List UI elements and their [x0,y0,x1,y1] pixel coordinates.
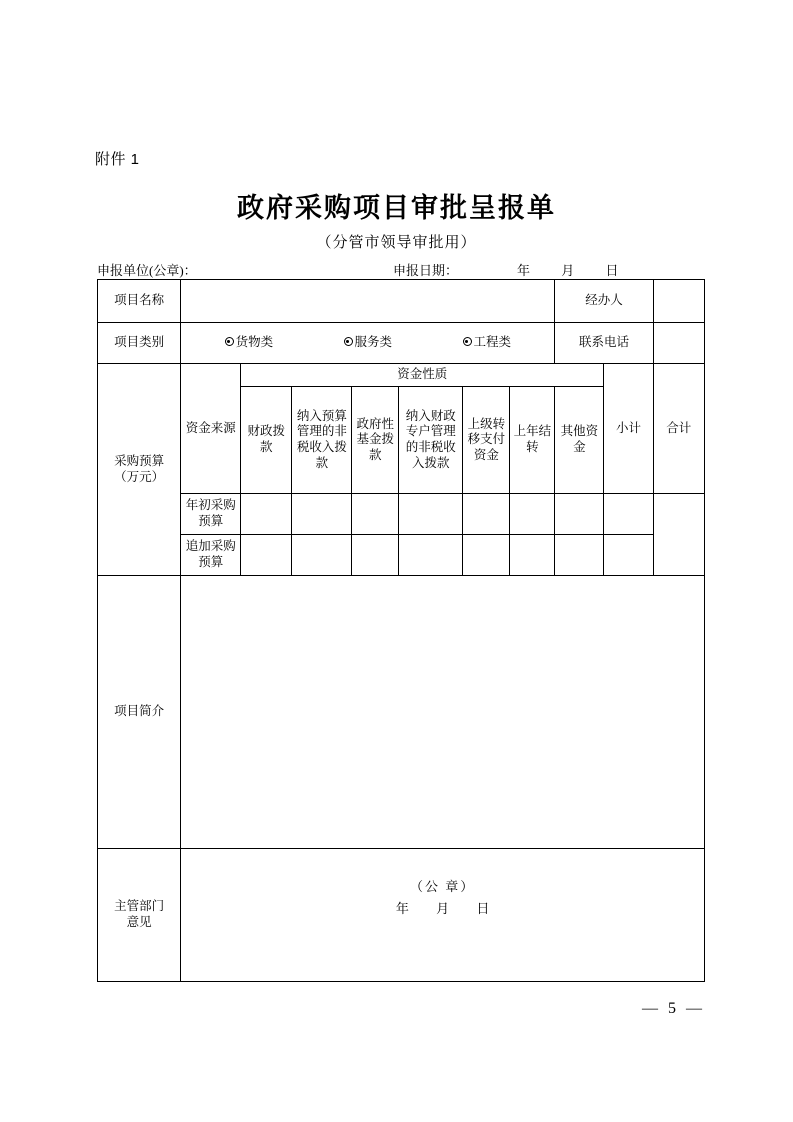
budget-cell[interactable] [463,494,510,535]
applicant-unit-label: 申报单位(公章)： [97,263,197,278]
table-row-budget-initial [98,494,705,535]
budget-cell[interactable] [399,494,463,535]
category-option-goods[interactable]: 货物类 [225,335,274,351]
budget-cell[interactable] [399,535,463,576]
department-opinion-value[interactable] [181,849,705,982]
fund-nature-col-4: 纳入财政专户管理的非税收入拨款 [399,387,463,494]
apply-date-year: 年 [517,263,532,278]
budget-cell[interactable] [352,494,399,535]
handler-value[interactable] [653,280,704,323]
budget-cell[interactable] [241,535,292,576]
budget-label-line1: 采购预算 [114,453,165,468]
budget-cell[interactable] [292,535,352,576]
opinion-date-day: 日 [476,901,490,916]
budget-subtotal-cell[interactable] [604,494,653,535]
contact-phone-label: 联系电话 [555,323,653,364]
budget-cell[interactable] [555,494,604,535]
opinion-date-year: 年 [395,901,409,916]
project-name-value[interactable] [181,280,555,323]
radio-icon[interactable] [344,337,353,346]
apply-date-label: 申报日期： [393,263,459,278]
page-title: 政府采购项目审批呈报单 [237,193,556,223]
attachment-label: 附件 1 [95,151,140,168]
table-row-project-name [98,280,705,323]
budget-subtotal-cell[interactable] [604,535,653,576]
table-row-project-intro [98,576,705,849]
fund-nature-col-7: 其他资金 [555,387,604,494]
page-subtitle: （分管市领导审批用） [316,235,477,251]
project-category-options [181,323,555,364]
table-row-project-category [98,323,705,364]
budget-cell[interactable] [555,535,604,576]
fund-nature-col-2: 纳入预算管理的非税收入拨款 [292,387,352,494]
category-option-engineering[interactable]: 工程类 [463,335,512,351]
budget-label [98,364,181,576]
apply-date-day: 日 [605,263,620,278]
opinion-date-line [183,898,702,920]
fund-nature-col-3: 政府性基金拨款 [352,387,399,494]
meta-row [97,260,705,278]
budget-cell[interactable] [352,535,399,576]
fund-nature-col-1: 财政拨款 [241,387,292,494]
page-number: — 5 — [642,1000,705,1017]
department-opinion-label [98,849,181,982]
department-opinion-label-line2: 意见 [126,915,152,929]
project-name-label: 项目名称 [98,280,181,323]
budget-cell[interactable] [510,535,555,576]
fund-nature-label: 资金性质 [241,364,604,387]
handler-label: 经办人 [555,280,653,323]
table-row-budget-additional [98,535,705,576]
project-intro-value[interactable] [181,576,705,849]
approval-form-table [97,279,705,982]
department-opinion-label-line1: 主管部门 [114,899,165,914]
budget-total-cell[interactable] [653,494,704,576]
budget-cell[interactable] [241,494,292,535]
opinion-seal-text: （公 章） [410,878,476,894]
project-intro-label: 项目简介 [98,576,181,849]
opinion-seal-block [183,876,702,954]
budget-cell[interactable] [292,494,352,535]
fund-source-label: 资金来源 [181,364,241,494]
budget-row-label-2: 追加采购预算 [181,535,241,576]
subtotal-label: 小计 [604,364,653,494]
radio-icon[interactable] [225,337,234,346]
project-category-label: 项目类别 [98,323,181,364]
contact-phone-value[interactable] [653,323,704,364]
fund-nature-col-6: 上年结转 [510,387,555,494]
total-label: 合计 [653,364,704,494]
budget-cell[interactable] [463,535,510,576]
budget-cell[interactable] [510,494,555,535]
budget-row-label-1: 年初采购预算 [181,494,241,535]
table-row-budget-header-1 [98,364,705,387]
category-option-service[interactable]: 服务类 [344,335,393,351]
table-row-department-opinion [98,849,705,982]
apply-date-ymd [517,260,646,279]
radio-icon[interactable] [463,337,472,346]
apply-date-month: 月 [561,263,576,278]
fund-nature-col-5: 上级转移支付资金 [463,387,510,494]
opinion-date-month: 月 [436,901,450,916]
budget-label-line2: （万元） [114,469,165,484]
